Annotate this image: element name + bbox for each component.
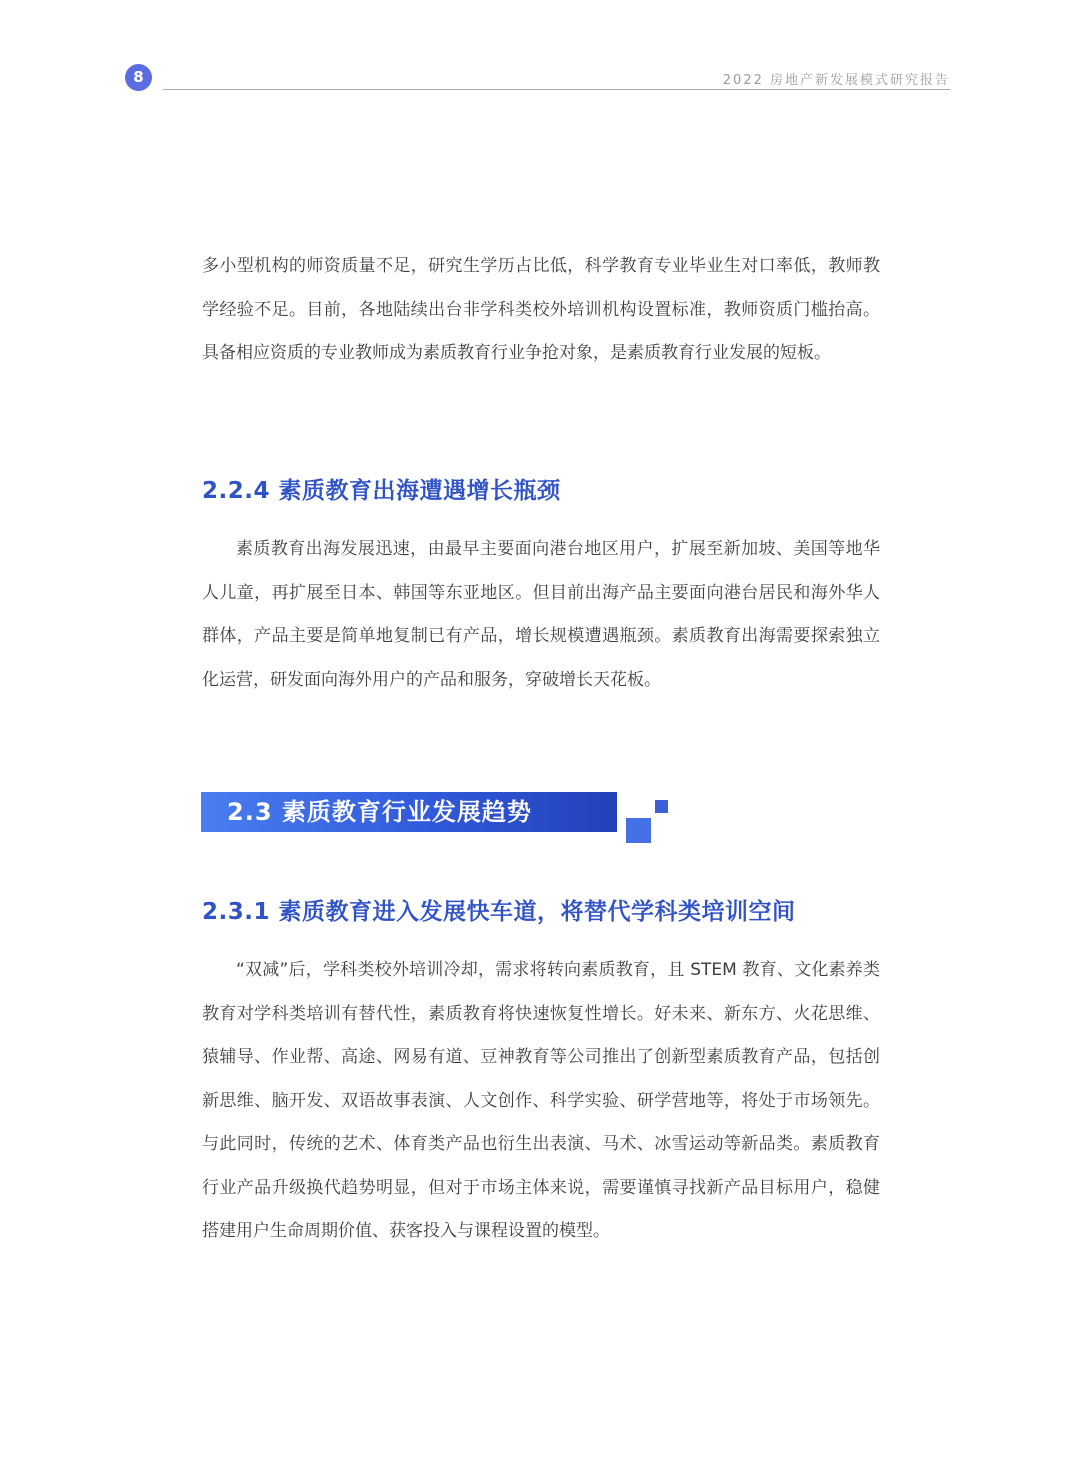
page-number-badge: 8 [125,64,152,91]
section-2-2-4-heading: 2.2.4 素质教育出海遭遇增长瓶颈 [202,478,561,504]
section-2-3-1-heading: 2.3.1 素质教育进入发展快车道，将替代学科类培训空间 [202,899,796,925]
section-2-3-title: 2.3 素质教育行业发展趋势 [227,798,532,826]
decorative-square-large [626,818,651,843]
report-title: 2022 房地产新发展模式研究报告 [722,73,950,88]
decorative-square-small [655,800,668,813]
section-2-3-1-paragraph: “双减”后，学科类校外培训冷却，需求将转向素质教育，且 STEM 教育、文化素养类教育对学科类培训有替代性，素质教育将快速恢复性增长。好未来、新东方、火花思维、猿辅导、作业帮、高途、网易有道、豆神教育等公司推出了创新型素质教育产品，包括创新思维、脑开发、双语故事表演、人文创作、科学实验、研学营地等，将处于市场领先。与此同时，传统的艺术、体育类产品也衍生出表演、马术、冰雪运动等新品类。素质教育行业产品升级换代趋势明显，但对于市场主体来说，需要谨慎寻找新产品目标用户，稳健搭建用户生命周期价值、获客投入与课程设置的模型。 [202,960,880,1241]
header-divider [163,89,950,90]
section-2-3-banner [201,792,617,832]
section-2-2-4-paragraph: 素质教育出海发展迅速，由最早主要面向港台地区用户，扩展至新加坡、美国等地华人儿童，再扩展至日本、韩国等东亚地区。但目前出海产品主要面向港台居民和海外华人群体，产品主要是简单地复制已有产品，增长规模遭遇瓶颈。素质教育出海需要探索独立化运营，研发面向海外用户的产品和服务，穿破增长天花板。 [202,539,880,690]
intro-paragraph: 多小型机构的师资质量不足，研究生学历占比低，科学教育专业毕业生对口率低，教师教学经验不足。目前，各地陆续出台非学科类校外培训机构设置标准，教师资质门槛抬高。具备相应资质的专业教师成为素质教育行业争抢对象，是素质教育行业发展的短板。 [202,256,880,363]
